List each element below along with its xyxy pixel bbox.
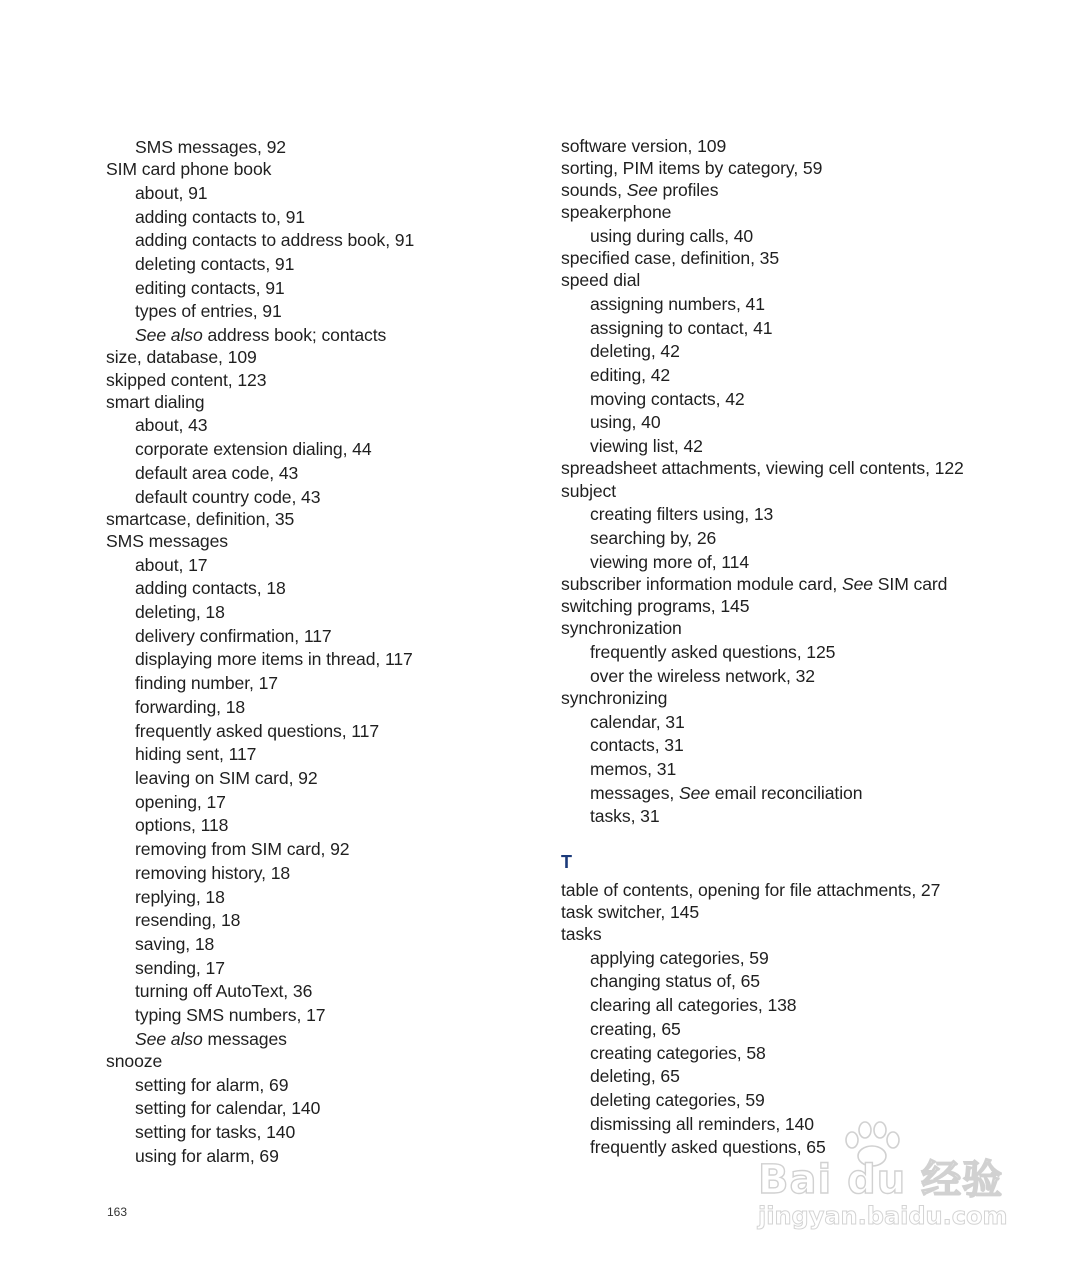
index-subentry: replying, 18	[135, 886, 225, 907]
index-subentry: assigning to contact, 41	[590, 317, 773, 338]
index-subentry: setting for calendar, 140	[135, 1098, 321, 1119]
entry-text: messages	[202, 1028, 287, 1049]
index-subentry: using during calls, 40	[590, 225, 754, 246]
index-entry: software version, 109	[561, 135, 727, 156]
index-subentry: applying categories, 59	[590, 947, 769, 968]
index-subentry: sending, 17	[135, 957, 225, 978]
watermark-brand: Bai du 经验	[758, 1157, 1004, 1203]
index-entry: SMS messages	[106, 530, 228, 551]
index-subentry: memos, 31	[590, 758, 677, 779]
index-subentry: editing, 42	[590, 365, 671, 386]
index-subentry: assigning numbers, 41	[590, 293, 765, 314]
index-subentry: calendar, 31	[590, 711, 685, 732]
entry-reference: profiles	[657, 179, 719, 200]
see-also-label: See also	[135, 1028, 203, 1049]
index-subentry: finding number, 17	[135, 673, 278, 694]
index-subentry: deleting categories, 59	[590, 1089, 765, 1110]
index-subentry: resending, 18	[135, 910, 241, 931]
index-subentry: dismissing all reminders, 140	[590, 1113, 814, 1134]
index-subentry: creating filters using, 13	[590, 504, 774, 525]
index-subentry	[106, 1028, 546, 1052]
index-subentry: deleting contacts, 91	[135, 254, 295, 275]
entry-reference: SIM card	[872, 573, 948, 594]
index-subentry: adding contacts to, 91	[135, 206, 305, 227]
index-subentry: using, 40	[590, 412, 661, 433]
index-entry: synchronization	[561, 618, 682, 639]
index-subentry: delivery confirmation, 117	[135, 625, 332, 646]
index-entry: speed dial	[561, 270, 641, 291]
entry-text: subscriber information module card,	[561, 573, 842, 594]
index-subentry: frequently asked questions, 65	[590, 1137, 826, 1158]
index-subentry: using for alarm, 69	[135, 1145, 279, 1166]
see-also-label: See also	[135, 325, 203, 346]
index-subentry: removing history, 18	[135, 862, 291, 883]
index-subentry: saving, 18	[135, 933, 215, 954]
index-subentry: default area code, 43	[135, 462, 299, 483]
index-entry: synchronizing	[561, 687, 668, 708]
index-entry: switching programs, 145	[561, 596, 750, 617]
index-subentry: about, 17	[135, 554, 208, 575]
index-entry	[561, 573, 1041, 597]
see-label: See	[841, 573, 873, 594]
index-subentry: default country code, 43	[135, 486, 321, 507]
index-entry	[561, 179, 1041, 203]
entry-reference: email reconciliation	[709, 782, 863, 803]
index-subentry: about, 43	[135, 415, 208, 436]
index-entry: tasks	[561, 924, 602, 944]
index-subentry: options, 118	[135, 815, 229, 836]
index-subentry: contacts, 31	[590, 735, 684, 756]
index-subentry: editing contacts, 91	[135, 277, 285, 298]
index-entry: subject	[561, 480, 617, 501]
index-subentry: adding contacts to address book, 91	[135, 230, 415, 251]
section-letter: T	[561, 852, 572, 873]
page-number: 163	[107, 1205, 128, 1219]
index-subentry: setting for alarm, 69	[135, 1074, 289, 1095]
index-subentry: clearing all categories, 138	[590, 995, 797, 1016]
index-column-right	[561, 136, 1041, 1160]
index-subentry: creating, 65	[590, 1018, 681, 1039]
index-entry: table of contents, opening for file attachments, 27	[561, 879, 941, 900]
index-subentry: deleting, 18	[135, 602, 225, 623]
index-subentry: deleting, 65	[590, 1066, 680, 1087]
index-entry: snooze	[106, 1050, 163, 1071]
index-entry: smartcase, definition, 35	[106, 508, 295, 529]
see-label: See	[678, 782, 710, 803]
index-subentry: frequently asked questions, 117	[135, 720, 380, 741]
index-subentry	[106, 324, 546, 348]
index-subentry: changing status of, 65	[590, 971, 760, 992]
index-subentry: viewing list, 42	[590, 436, 703, 457]
watermark-url: jingyan.baidu.com	[758, 1202, 1008, 1230]
index-subentry: types of entries, 91	[135, 301, 282, 322]
index-subentry: over the wireless network, 32	[590, 665, 815, 686]
index-subentry	[561, 782, 1041, 806]
index-subentry: viewing more of, 114	[590, 551, 750, 572]
index-subentry: corporate extension dialing, 44	[135, 439, 372, 460]
index-entry: specified case, definition, 35	[561, 248, 780, 269]
index-subentry: deleting, 42	[590, 341, 680, 362]
index-subentry: hiding sent, 117	[135, 744, 257, 765]
index-subentry: adding contacts, 18	[135, 578, 286, 599]
index-subentry: setting for tasks, 140	[135, 1122, 296, 1143]
index-subentry: moving contacts, 42	[590, 388, 745, 409]
index-entry: task switcher, 145	[561, 901, 700, 922]
index-entry: speakerphone	[561, 202, 672, 223]
index-subentry: displaying more items in thread, 117	[135, 649, 413, 670]
see-label: See	[626, 179, 658, 200]
index-subentry: creating categories, 58	[590, 1042, 766, 1063]
index-entry: spreadsheet attachments, viewing cell contents, 122	[561, 458, 964, 479]
index-subentry: removing from SIM card, 92	[135, 839, 350, 860]
index-subentry: searching by, 26	[590, 527, 717, 548]
index-subentry: typing SMS numbers, 17	[135, 1005, 326, 1026]
entry-text: messages,	[590, 782, 679, 803]
index-entry: sorting, PIM items by category, 59	[561, 157, 823, 178]
entry-text: sounds,	[561, 179, 627, 200]
index-subentry: frequently asked questions, 125	[590, 641, 836, 662]
index-subentry: SMS messages, 92	[135, 137, 286, 157]
index-entry: skipped content, 123	[106, 369, 267, 390]
index-subentry: forwarding, 18	[135, 696, 246, 717]
index-entry: SIM card phone book	[106, 159, 272, 180]
index-subentry: turning off AutoText, 36	[135, 981, 313, 1002]
index-subentry: leaving on SIM card, 92	[135, 767, 318, 788]
baidu-jingyan-watermark	[758, 1118, 1018, 1238]
index-subentry: about, 91	[135, 182, 208, 203]
index-subentry: tasks, 31	[590, 806, 660, 827]
entry-text: address book; contacts	[202, 325, 387, 346]
index-entry: size, database, 109	[106, 347, 257, 368]
index-subentry: opening, 17	[135, 791, 226, 812]
index-column-left	[106, 136, 546, 1168]
index-entry: smart dialing	[106, 391, 205, 412]
